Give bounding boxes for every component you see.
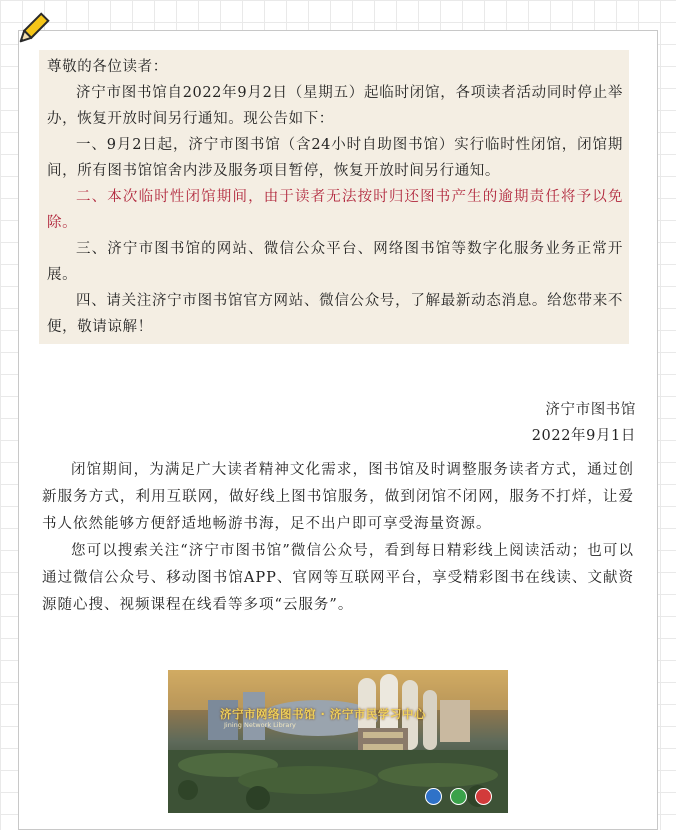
body-paragraph-1: 闭馆期间，为满足广大读者精神文化需求，图书馆及时调整服务读者方式，通过创新服务方式，利用互联网，做好线上图书馆服务，做到闭馆不闭网，服务不打烊，让爱书人依然能够方便舒适地畅游书海，足不出户即可享受海量资源。 bbox=[42, 462, 634, 532]
signature-org: 济宁市图书馆 bbox=[545, 402, 636, 418]
signature bbox=[532, 397, 636, 449]
user-icon bbox=[475, 788, 492, 805]
signature-date: 2022年9月1日 bbox=[531, 428, 636, 444]
notice-item-4: 四、请关注济宁市图书馆官方网站、微信公众号，了解最新动态消息。给您带来不便，敬请谅解！ bbox=[47, 293, 623, 335]
notice-item-3: 三、济宁市图书馆的网站、微信公众平台、网络图书馆等数字化服务业务正常开展。 bbox=[47, 241, 623, 283]
notice-intro: 济宁市图书馆自2022年9月2日（星期五）起临时闭馆，各项读者活动同时停止举办，恢复开放时间另行通知。现公告如下： bbox=[47, 85, 623, 127]
search-icon bbox=[425, 788, 442, 805]
body-paragraph-2: 您可以搜索关注“济宁市图书馆”微信公众号，看到每日精彩线上阅读活动；也可以通过微信公众号、移动图书馆APP、官网等互联网平台，享受精彩图书在线读、文献资源随心搜、视频课程在线看等多项“云服务”。 bbox=[42, 543, 634, 613]
library-photo bbox=[168, 670, 508, 813]
greeting: 尊敬的各位读者： bbox=[47, 59, 168, 75]
article-body bbox=[42, 457, 634, 619]
closure-notice bbox=[39, 50, 629, 344]
notice-item-2: 二、本次临时性闭馆期间，由于读者无法按时归还图书产生的逾期责任将予以免除。 bbox=[47, 189, 623, 231]
read-icon bbox=[450, 788, 467, 805]
photo-caption: 济宁市网络图书馆 · 济宁市民学习中心 bbox=[220, 707, 426, 721]
pencil-icon bbox=[12, 10, 52, 50]
notice-item-1: 一、9月2日起，济宁市图书馆（含24小时自助图书馆）实行临时性闭馆，闭馆期间，所有图书馆馆舍内涉及服务项目暂停，恢复开放时间另行通知。 bbox=[47, 137, 623, 179]
photo-subcaption: Jining Network Library bbox=[224, 721, 296, 729]
